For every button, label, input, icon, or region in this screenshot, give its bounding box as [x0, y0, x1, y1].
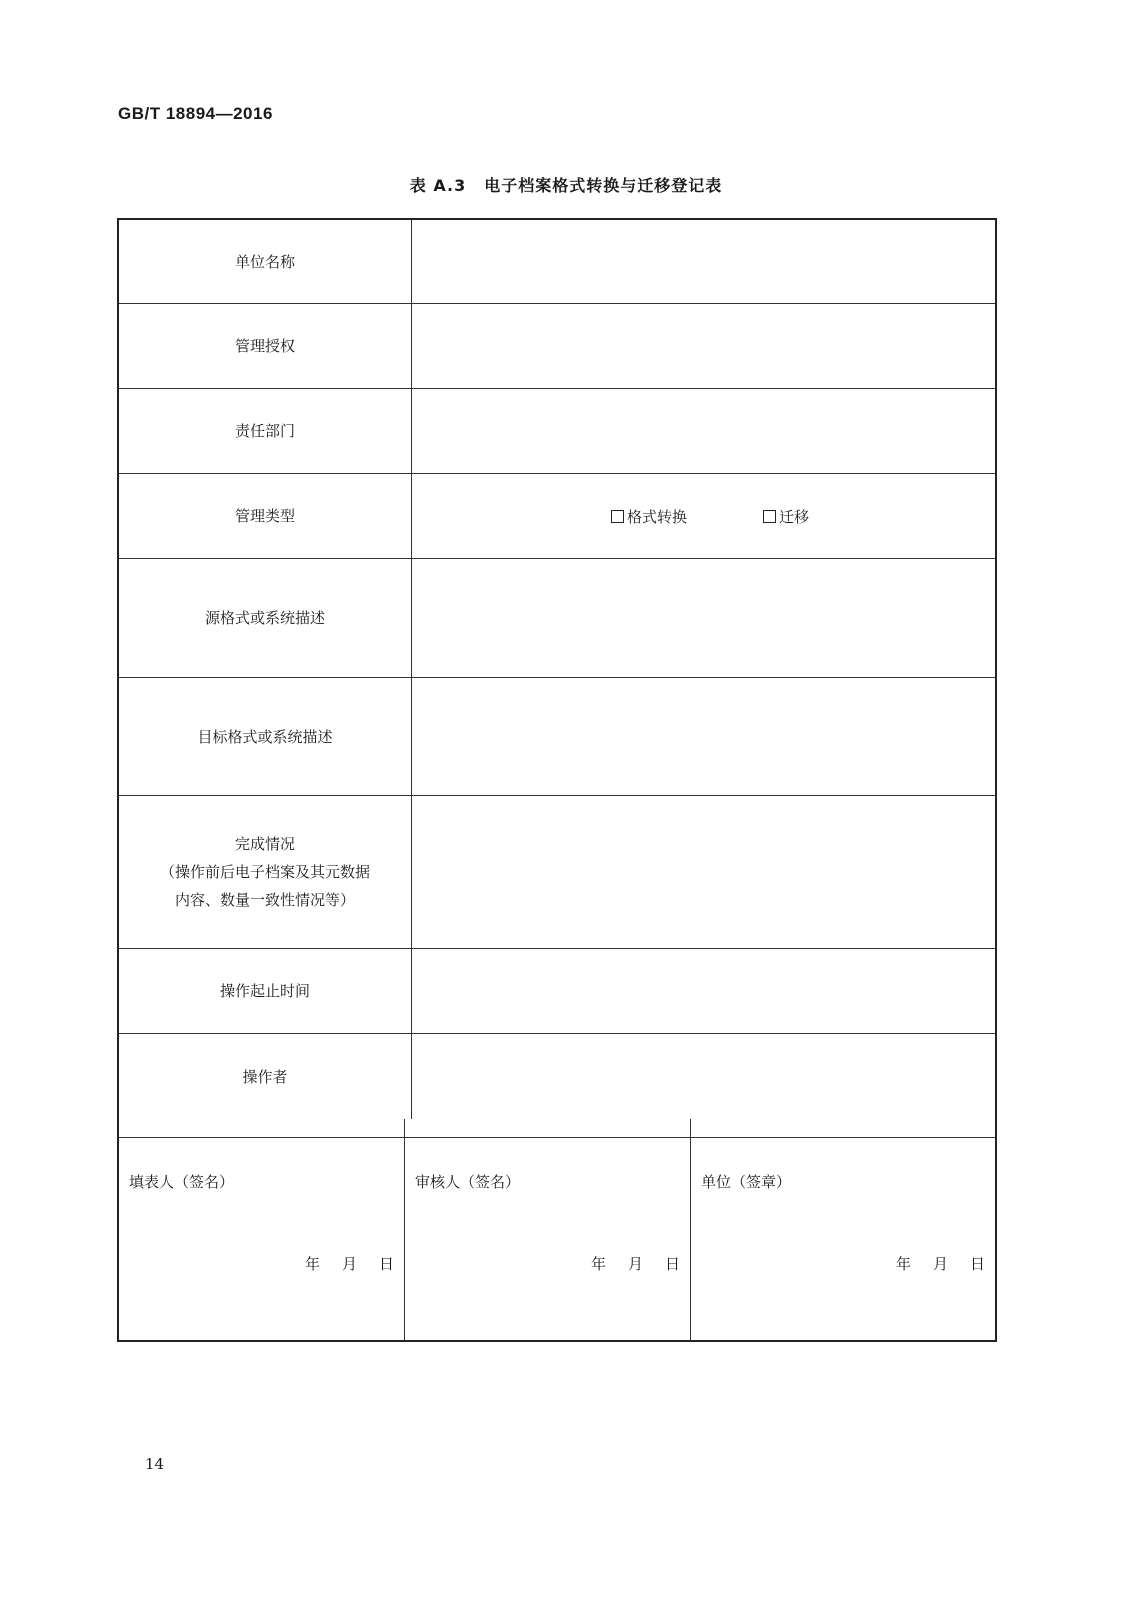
row-target-format: [119, 678, 995, 796]
field-operation-time[interactable]: [412, 949, 995, 1033]
signature-reviewer[interactable]: [405, 1119, 691, 1340]
field-completion-status[interactable]: [412, 796, 995, 948]
signature-row: [119, 1119, 995, 1340]
field-source-format[interactable]: [412, 559, 995, 677]
signature-filler-label: 填表人（签名）: [129, 1173, 235, 1191]
label-completion-line-2: （操作前后电子档案及其元数据: [159, 863, 370, 881]
signature-filler-date: 年 月 日: [304, 1255, 394, 1273]
row-operation-time: [119, 949, 995, 1034]
label-completion-line-3: 内容、数量一致性情况等）: [174, 891, 355, 909]
row-management-authorization: [119, 304, 995, 389]
table-title-text: 电子档案格式转换与迁移登记表: [484, 176, 723, 195]
standard-code: GB/T 18894—2016: [118, 104, 273, 123]
option-format-conversion-label: 格式转换: [627, 507, 688, 526]
label-responsible-department: 责任部门: [119, 389, 412, 473]
field-management-authorization[interactable]: [412, 304, 995, 388]
checkbox-migration[interactable]: [763, 510, 776, 523]
row-unit-name: [119, 220, 995, 304]
label-source-format: 源格式或系统描述: [119, 559, 412, 677]
label-management-authorization: 管理授权: [119, 304, 412, 388]
field-unit-name[interactable]: [412, 220, 995, 303]
option-format-conversion[interactable]: [611, 474, 687, 558]
row-management-type: [119, 474, 995, 559]
page-number: 14: [145, 1455, 165, 1473]
table-number: 表 A.3: [409, 176, 467, 195]
table-title: [0, 173, 1132, 196]
label-operation-time: 操作起止时间: [119, 949, 412, 1033]
label-management-type: 管理类型: [119, 474, 412, 558]
row-responsible-department: [119, 389, 995, 474]
signature-filler[interactable]: [119, 1119, 405, 1340]
option-migration-label: 迁移: [779, 507, 810, 526]
registration-table: [117, 218, 997, 1342]
field-target-format[interactable]: [412, 678, 995, 795]
signature-unit-seal[interactable]: [691, 1119, 995, 1340]
signature-reviewer-date: 年 月 日: [590, 1255, 680, 1273]
label-unit-name: 单位名称: [119, 220, 412, 303]
row-completion-status: [119, 796, 995, 949]
field-responsible-department[interactable]: [412, 389, 995, 473]
signature-unit-date: 年 月 日: [895, 1255, 985, 1273]
field-management-type: [412, 474, 995, 558]
row-source-format: [119, 559, 995, 678]
label-completion-line-1: 完成情况: [234, 835, 295, 853]
signature-unit-label: 单位（签章）: [701, 1173, 792, 1191]
label-operator: 操作者: [119, 1034, 412, 1119]
label-target-format: 目标格式或系统描述: [119, 678, 412, 795]
field-operator[interactable]: [412, 1034, 995, 1119]
signature-reviewer-label: 审核人（签名）: [415, 1173, 521, 1191]
label-completion-status: [119, 796, 412, 948]
checkbox-format-conversion[interactable]: [611, 510, 624, 523]
option-migration[interactable]: [763, 474, 809, 558]
